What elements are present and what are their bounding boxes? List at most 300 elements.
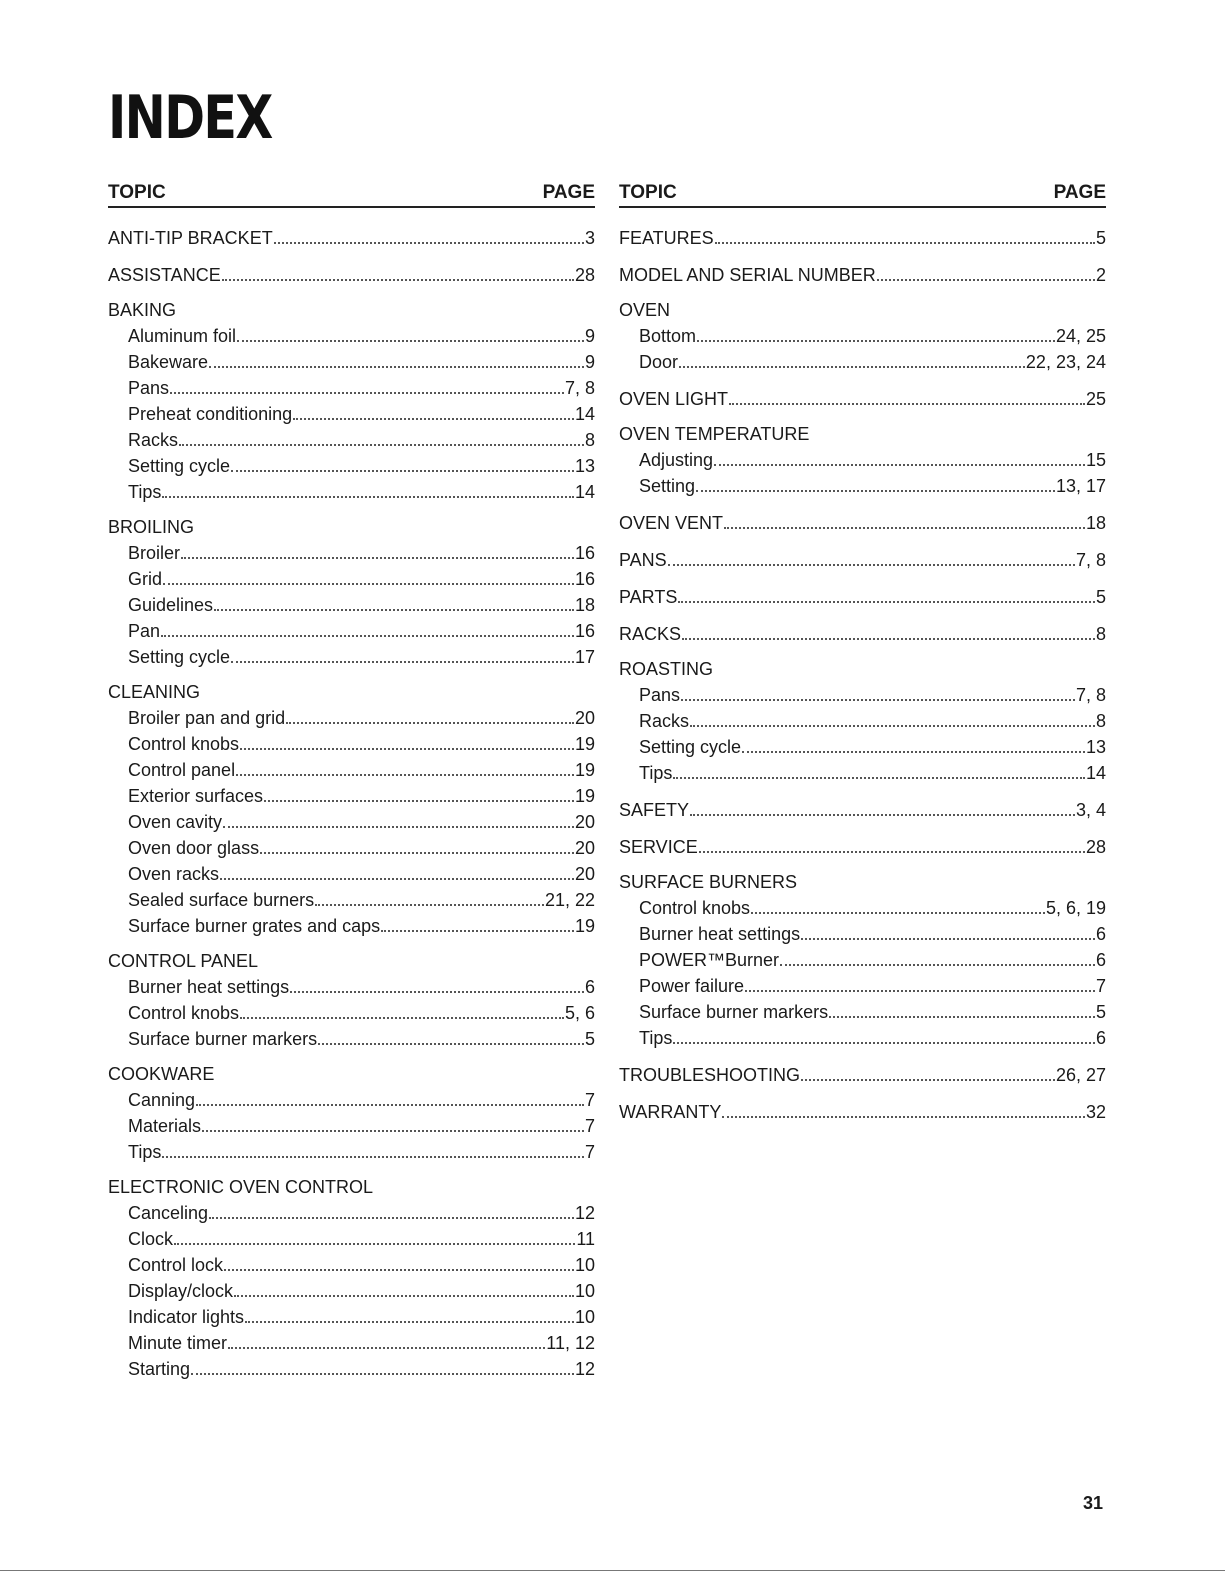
entry-page: 24, 25 xyxy=(1055,326,1106,346)
index-entry xyxy=(108,515,595,669)
dot-leader xyxy=(381,912,574,932)
index-subentry xyxy=(108,400,595,426)
index-subentry xyxy=(108,348,595,374)
entry-label: Canning xyxy=(128,1090,196,1110)
page-header: PAGE xyxy=(542,182,595,203)
entry-label: Control panel xyxy=(128,760,236,780)
entry-label: Pans xyxy=(128,378,170,398)
entry-label: SERVICE xyxy=(619,837,698,857)
dot-leader xyxy=(179,426,584,446)
bottom-rule xyxy=(0,1570,1225,1571)
index-entry-heading xyxy=(619,422,1106,446)
entry-page: 6 xyxy=(1095,950,1106,970)
index-subentry xyxy=(108,808,595,834)
index-subentry xyxy=(108,1303,595,1329)
entry-page: 32 xyxy=(1085,1102,1106,1122)
index-entry-heading xyxy=(619,583,1106,609)
entry-page: 26, 27 xyxy=(1055,1065,1106,1085)
dot-leader xyxy=(228,1329,545,1349)
index-entry xyxy=(108,680,595,938)
index-subentry xyxy=(108,1086,595,1112)
index-subentry xyxy=(619,972,1106,998)
dot-leader xyxy=(209,348,584,368)
index-subentry xyxy=(619,920,1106,946)
index-subentry xyxy=(108,912,595,938)
entry-page: 20 xyxy=(574,812,595,832)
index-subentry xyxy=(108,1112,595,1138)
entry-page: 22, 23, 24 xyxy=(1025,352,1106,372)
index-subentry xyxy=(108,1251,595,1277)
index-subentry xyxy=(108,426,595,452)
index-entry xyxy=(619,546,1106,572)
entry-label: Clock xyxy=(128,1229,174,1249)
entry-label: Setting cycle xyxy=(639,737,742,757)
index-subentry xyxy=(108,704,595,730)
entry-page: 6 xyxy=(1095,924,1106,944)
dot-leader xyxy=(751,894,1045,914)
entry-label: Canceling xyxy=(128,1203,209,1223)
entry-label: Setting cycle xyxy=(128,456,231,476)
index-entry xyxy=(619,261,1106,287)
dot-leader xyxy=(714,446,1085,466)
entry-page: 2 xyxy=(1095,265,1106,285)
entry-page: 5 xyxy=(1095,587,1106,607)
index-subentry xyxy=(619,446,1106,472)
index-entry xyxy=(108,1175,595,1381)
entry-label: OVEN LIGHT xyxy=(619,389,729,409)
index-subentry xyxy=(108,478,595,504)
index-entry xyxy=(619,1098,1106,1124)
entry-label: Control knobs xyxy=(639,898,751,918)
index-subentry xyxy=(619,894,1106,920)
index-subentry xyxy=(108,591,595,617)
entry-page: 11 xyxy=(576,1229,595,1249)
entry-page: 6 xyxy=(1095,1028,1106,1048)
index-entry xyxy=(619,1061,1106,1087)
entry-label: Surface burner grates and caps xyxy=(128,916,381,936)
entry-page: 10 xyxy=(574,1281,595,1301)
entry-label: Bottom xyxy=(639,326,697,346)
entry-label: Sealed surface burners xyxy=(128,890,315,910)
index-subentry xyxy=(619,1024,1106,1050)
entry-page: 10 xyxy=(574,1255,595,1275)
entry-page: 11, 12 xyxy=(546,1333,595,1353)
entry-label: Grid xyxy=(128,569,163,589)
entry-label: SURFACE BURNERS xyxy=(619,872,798,892)
dot-leader xyxy=(681,681,1075,701)
index-subentry xyxy=(619,681,1106,707)
dot-leader xyxy=(877,261,1095,281)
index-subentry xyxy=(108,1277,595,1303)
entry-label: Minute timer xyxy=(128,1333,228,1353)
dot-leader xyxy=(220,860,574,880)
dot-leader xyxy=(224,1251,574,1271)
entry-page: 16 xyxy=(574,621,595,641)
index-entry xyxy=(619,796,1106,822)
index-entry xyxy=(108,261,595,287)
dot-leader xyxy=(729,385,1085,405)
entry-label: Tips xyxy=(128,482,162,502)
entry-page: 13, 17 xyxy=(1055,476,1106,496)
index-entry xyxy=(619,833,1106,859)
entry-label: Broiler pan and grid xyxy=(128,708,286,728)
entry-label: Guidelines xyxy=(128,595,214,615)
entry-label: Tips xyxy=(639,1028,673,1048)
index-entry-heading xyxy=(619,870,1106,894)
entry-label: SAFETY xyxy=(619,800,690,820)
entry-page: 28 xyxy=(574,265,595,285)
entry-page: 7 xyxy=(584,1142,595,1162)
index-entry-heading xyxy=(619,509,1106,535)
dot-leader xyxy=(801,920,1095,940)
index-subentry xyxy=(108,1225,595,1251)
entry-page: 3 xyxy=(584,228,595,248)
entry-label: BAKING xyxy=(108,300,177,320)
entry-page: 3, 4 xyxy=(1075,800,1106,820)
entry-page: 5 xyxy=(1095,228,1106,248)
index-entry-heading xyxy=(619,1098,1106,1124)
entry-label: RACKS xyxy=(619,624,682,644)
entry-page: 7 xyxy=(1095,976,1106,996)
dot-leader xyxy=(829,998,1095,1018)
entry-page: 13 xyxy=(1085,737,1106,757)
dot-leader xyxy=(679,348,1025,368)
index-entry-heading xyxy=(619,1061,1106,1087)
entry-label: ELECTRONIC OVEN CONTROL xyxy=(108,1177,374,1197)
index-subentry xyxy=(108,322,595,348)
dot-leader xyxy=(742,733,1085,753)
entry-label: Door xyxy=(639,352,679,372)
dot-leader xyxy=(315,886,544,906)
index-subentry xyxy=(108,643,595,669)
index-entry-heading xyxy=(619,796,1106,822)
entry-label: MODEL AND SERIAL NUMBER xyxy=(619,265,876,285)
entry-page: 18 xyxy=(574,595,595,615)
index-entry xyxy=(619,870,1106,1050)
entry-page: 14 xyxy=(1085,763,1106,783)
index-subentry xyxy=(619,733,1106,759)
entry-page: 7, 8 xyxy=(1075,550,1106,570)
entry-page: 9 xyxy=(584,352,595,372)
page-number: 31 xyxy=(1083,1493,1104,1513)
entry-label: Pans xyxy=(639,685,681,705)
dot-leader xyxy=(801,1061,1055,1081)
index-entry xyxy=(619,224,1106,250)
index-entry xyxy=(619,509,1106,535)
entry-page: 8 xyxy=(1095,711,1106,731)
entry-label: Starting xyxy=(128,1359,191,1379)
entry-page: 7, 8 xyxy=(564,378,595,398)
dot-leader xyxy=(260,834,574,854)
dot-leader xyxy=(699,833,1085,853)
entry-label: Power failure xyxy=(639,976,745,996)
entry-label: PANS xyxy=(619,550,667,570)
dot-leader xyxy=(264,782,574,802)
dot-leader xyxy=(161,617,574,637)
index-entry xyxy=(619,583,1106,609)
entry-label: Oven door glass xyxy=(128,838,260,858)
index-entry-heading xyxy=(108,1062,595,1086)
dot-leader xyxy=(722,1098,1085,1118)
index-entry xyxy=(108,949,595,1051)
entry-page: 18 xyxy=(1085,513,1106,533)
dot-leader xyxy=(214,591,574,611)
entry-label: Broiler xyxy=(128,543,181,563)
column-header xyxy=(619,178,1106,208)
index-entry xyxy=(619,298,1106,374)
index-subentry xyxy=(108,886,595,912)
entry-label: CLEANING xyxy=(108,682,201,702)
dot-leader xyxy=(170,374,564,394)
entry-page: 19 xyxy=(574,734,595,754)
dot-leader xyxy=(715,224,1095,244)
dot-leader xyxy=(780,946,1095,966)
entry-label: Tips xyxy=(639,763,673,783)
entry-label: BROILING xyxy=(108,517,195,537)
entry-label: Preheat conditioning xyxy=(128,404,293,424)
entry-label: Setting cycle xyxy=(128,647,231,667)
index-entry xyxy=(619,422,1106,498)
dot-leader xyxy=(678,583,1095,603)
index-entries xyxy=(619,224,1106,1124)
entry-label: Burner heat settings xyxy=(128,977,290,997)
index-entry-heading xyxy=(108,298,595,322)
column-header xyxy=(108,178,595,208)
page-title: INDEX xyxy=(108,83,272,153)
entry-label: TROUBLESHOOTING xyxy=(619,1065,801,1085)
index-entry-heading xyxy=(619,385,1106,411)
entry-label: Control knobs xyxy=(128,734,240,754)
index-entry xyxy=(108,1062,595,1164)
dot-leader xyxy=(237,322,584,342)
index-entries xyxy=(108,224,595,1381)
entry-page: 25 xyxy=(1085,389,1106,409)
entry-page: 8 xyxy=(584,430,595,450)
index-entry-heading xyxy=(619,261,1106,287)
index-entry-heading xyxy=(108,1175,595,1199)
entry-label: COOKWARE xyxy=(108,1064,215,1084)
entry-page: 13 xyxy=(574,456,595,476)
entry-page: 5 xyxy=(1095,1002,1106,1022)
entry-label: Setting xyxy=(639,476,696,496)
index-subentry xyxy=(108,1329,595,1355)
entry-label: Racks xyxy=(639,711,690,731)
entry-label: ANTI-TIP BRACKET xyxy=(108,228,273,248)
entry-label: OVEN TEMPERATURE xyxy=(619,424,810,444)
index-entry-heading xyxy=(619,224,1106,250)
dot-leader xyxy=(673,759,1085,779)
dot-leader xyxy=(690,707,1095,727)
index-subentry xyxy=(108,452,595,478)
index-subentry xyxy=(619,322,1106,348)
entry-label: Bakeware xyxy=(128,352,209,372)
index-subentry xyxy=(619,998,1106,1024)
dot-leader xyxy=(240,999,564,1019)
entry-label: Racks xyxy=(128,430,179,450)
index-subentry xyxy=(108,1355,595,1381)
index-entry xyxy=(108,298,595,504)
dot-leader xyxy=(222,261,574,281)
index-entry-heading xyxy=(108,680,595,704)
entry-page: 12 xyxy=(574,1359,595,1379)
index-entry-heading xyxy=(619,546,1106,572)
entry-page: 5 xyxy=(584,1029,595,1049)
dot-leader xyxy=(290,973,584,993)
entry-label: Aluminum foil xyxy=(128,326,237,346)
dot-leader xyxy=(724,509,1085,529)
index-subentry xyxy=(108,565,595,591)
entry-page: 9 xyxy=(584,326,595,346)
dot-leader xyxy=(174,1225,575,1245)
dot-leader xyxy=(318,1025,584,1045)
entry-label: FEATURES xyxy=(619,228,714,248)
dot-leader xyxy=(162,478,574,498)
dot-leader xyxy=(274,224,584,244)
dot-leader xyxy=(181,539,574,559)
entry-page: 19 xyxy=(574,786,595,806)
index-column-right xyxy=(619,178,1106,1135)
entry-page: 7 xyxy=(584,1090,595,1110)
dot-leader xyxy=(286,704,574,724)
dot-leader xyxy=(690,796,1075,816)
topic-header: TOPIC xyxy=(619,182,677,203)
page-header: PAGE xyxy=(1053,182,1106,203)
index-entry-heading xyxy=(108,949,595,973)
entry-label: Display/clock xyxy=(128,1281,234,1301)
dot-leader xyxy=(293,400,574,420)
entry-label: Adjusting xyxy=(639,450,714,470)
entry-page: 5, 6, 19 xyxy=(1045,898,1106,918)
index-subentry xyxy=(108,973,595,999)
entry-label: Exterior surfaces xyxy=(128,786,264,806)
index-subentry xyxy=(108,834,595,860)
index-subentry xyxy=(619,707,1106,733)
dot-leader xyxy=(236,756,574,776)
index-entry xyxy=(619,657,1106,785)
index-subentry xyxy=(619,348,1106,374)
dot-leader xyxy=(209,1199,574,1219)
dot-leader xyxy=(234,1277,574,1297)
dot-leader xyxy=(196,1086,584,1106)
entry-page: 7 xyxy=(584,1116,595,1136)
index-entry-heading xyxy=(108,261,595,287)
entry-label: OVEN xyxy=(619,300,671,320)
dot-leader xyxy=(696,472,1055,492)
entry-page: 5, 6 xyxy=(564,1003,595,1023)
index-subentry xyxy=(619,946,1106,972)
index-entry xyxy=(108,224,595,250)
entry-label: ASSISTANCE xyxy=(108,265,221,285)
index-subentry xyxy=(108,617,595,643)
entry-label: Oven racks xyxy=(128,864,220,884)
entry-page: 19 xyxy=(574,760,595,780)
index-entry-heading xyxy=(108,515,595,539)
index-subentry xyxy=(108,1025,595,1051)
entry-label: Surface burner markers xyxy=(639,1002,829,1022)
entry-label: OVEN VENT xyxy=(619,513,724,533)
entry-label: Surface burner markers xyxy=(128,1029,318,1049)
index-subentry xyxy=(108,999,595,1025)
index-subentry xyxy=(108,782,595,808)
dot-leader xyxy=(668,546,1075,566)
dot-leader xyxy=(191,1355,574,1375)
index-entry-heading xyxy=(619,620,1106,646)
dot-leader xyxy=(682,620,1095,640)
dot-leader xyxy=(202,1112,584,1132)
index-entry-heading xyxy=(619,657,1106,681)
index-subentry xyxy=(108,374,595,400)
index-entry-heading xyxy=(619,833,1106,859)
index-column-left xyxy=(108,178,595,1392)
entry-page: 15 xyxy=(1085,450,1106,470)
entry-page: 14 xyxy=(574,404,595,424)
entry-page: 10 xyxy=(574,1307,595,1327)
dot-leader xyxy=(673,1024,1095,1044)
index-entry xyxy=(619,385,1106,411)
index-entry xyxy=(619,620,1106,646)
entry-label: CONTROL PANEL xyxy=(108,951,259,971)
entry-label: Indicator lights xyxy=(128,1307,245,1327)
entry-page: 20 xyxy=(574,864,595,884)
entry-page: 6 xyxy=(584,977,595,997)
dot-leader xyxy=(745,972,1095,992)
entry-page: 16 xyxy=(574,569,595,589)
entry-label: Oven cavity xyxy=(128,812,223,832)
entry-page: 8 xyxy=(1095,624,1106,644)
index-subentry xyxy=(108,539,595,565)
entry-label: Pan xyxy=(128,621,161,641)
entry-page: 12 xyxy=(574,1203,595,1223)
entry-label: POWER™Burner xyxy=(639,950,780,970)
entry-page: 17 xyxy=(574,647,595,667)
entry-label: Burner heat settings xyxy=(639,924,801,944)
index-entry-heading xyxy=(108,224,595,250)
dot-leader xyxy=(697,322,1055,342)
dot-leader xyxy=(240,730,574,750)
index-subentry xyxy=(619,759,1106,785)
topic-header: TOPIC xyxy=(108,182,166,203)
dot-leader xyxy=(223,808,574,828)
entry-label: PARTS xyxy=(619,587,678,607)
dot-leader xyxy=(231,643,574,663)
index-subentry xyxy=(108,1199,595,1225)
index-subentry xyxy=(108,756,595,782)
entry-page: 14 xyxy=(574,482,595,502)
dot-leader xyxy=(162,1138,584,1158)
entry-label: Control knobs xyxy=(128,1003,240,1023)
entry-label: Tips xyxy=(128,1142,162,1162)
entry-label: WARRANTY xyxy=(619,1102,722,1122)
entry-page: 20 xyxy=(574,708,595,728)
entry-label: Materials xyxy=(128,1116,202,1136)
index-subentry xyxy=(108,730,595,756)
index-entry-heading xyxy=(619,298,1106,322)
dot-leader xyxy=(231,452,574,472)
entry-page: 7, 8 xyxy=(1075,685,1106,705)
entry-page: 16 xyxy=(574,543,595,563)
dot-leader xyxy=(163,565,574,585)
entry-label: Control lock xyxy=(128,1255,224,1275)
index-subentry xyxy=(108,860,595,886)
entry-page: 20 xyxy=(574,838,595,858)
entry-page: 21, 22 xyxy=(544,890,595,910)
entry-page: 28 xyxy=(1085,837,1106,857)
dot-leader xyxy=(245,1303,574,1323)
entry-page: 19 xyxy=(574,916,595,936)
index-subentry xyxy=(108,1138,595,1164)
index-subentry xyxy=(619,472,1106,498)
entry-label: ROASTING xyxy=(619,659,714,679)
